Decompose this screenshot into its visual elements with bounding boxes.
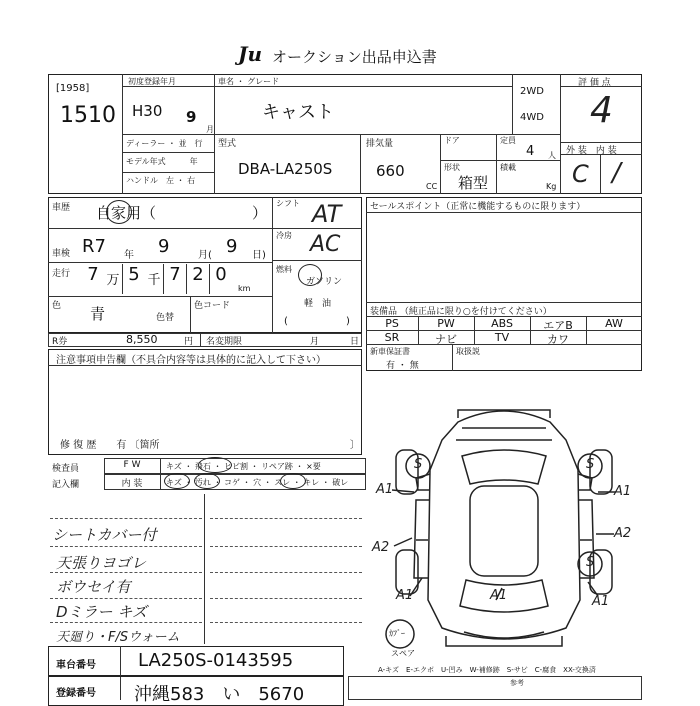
inspector-label: 検査員 — [52, 464, 80, 474]
equip-aw: AW — [605, 317, 623, 330]
sales-point-label: セールスポイント（正常に機能するものに限ります） — [370, 202, 586, 212]
stone-chip-circle — [198, 457, 232, 473]
model-year-label: モデル年式 年 — [126, 157, 198, 166]
car-name: キャスト — [262, 102, 334, 123]
dirt-circle — [194, 473, 220, 489]
fuel-value: ガソリン — [306, 277, 343, 287]
repair-close: 〕 — [350, 440, 360, 451]
color-label: 色 — [52, 301, 62, 311]
mileage-digit: 2 — [186, 264, 209, 294]
note-line: Dミラー キズ — [56, 603, 148, 621]
history-label: 車歴 — [52, 203, 71, 213]
warranty-options: 有 ・ 無 — [386, 361, 419, 371]
mileage-digit: 千 — [147, 273, 161, 288]
warranty-label: 新車保証書 — [370, 347, 410, 356]
mark-a2-left: A2 — [372, 540, 390, 555]
chassis-label: 車台番号 — [56, 660, 96, 671]
note-line: 天張りヨゴレ — [56, 554, 147, 572]
interior-value: / — [612, 158, 621, 188]
inspection-era: R7 — [82, 236, 106, 257]
month-unit-2: 月( — [198, 250, 212, 261]
km-unit: km — [238, 284, 251, 293]
year-code: [1958] — [56, 83, 90, 94]
damage-legend: A-キズ E-エクボ U-凹み W-補修跡 S-サビ C-腐食 XX-交換済 — [378, 666, 596, 674]
kg-unit: Kg — [546, 182, 557, 191]
mark-s-front-left: S — [414, 457, 423, 472]
plate-value: 沖縄583 い 5670 — [134, 684, 305, 705]
chassis-value: LA250S-0143595 — [138, 650, 294, 671]
inspection-month: 9 — [158, 236, 170, 257]
ac-value: AC — [310, 232, 341, 257]
mileage-digit: 5 — [122, 264, 145, 294]
equip-pw: PW — [437, 317, 455, 330]
displacement-label: 排気量 — [366, 139, 394, 149]
diesel-label: 軽 油 — [304, 299, 332, 309]
plate-label: 登録番号 — [56, 688, 96, 699]
manual-label: 取扱説 — [456, 347, 480, 356]
reg-month: 9 — [186, 108, 197, 126]
fw-options: キズ ・ 飛石 ・ ヒビ割 ・ リペア跡 ・ ×要 — [166, 462, 321, 471]
ac-label: 冷房 — [276, 231, 292, 240]
exterior-value: C — [572, 160, 589, 188]
mark-a1-left: A1 — [376, 482, 394, 497]
drive-4wd: 4WD — [520, 112, 544, 123]
shape-label: 形状 — [444, 163, 460, 172]
capacity-value: 4 — [526, 144, 535, 159]
inspection-day: 9 — [226, 236, 238, 257]
history-circle — [106, 200, 132, 224]
equip-tv: TV — [494, 331, 510, 344]
r-ticket-value: 8,550 — [126, 333, 158, 346]
month-unit: 月 — [206, 125, 214, 134]
inspection-label: 車検 — [52, 249, 71, 259]
equip-navi: ナビ — [435, 333, 457, 346]
mark-a1-rear: A1 — [490, 588, 508, 603]
interior-label: 内 装 — [121, 479, 143, 489]
displacement-value: 660 — [376, 162, 405, 180]
era-year: H30 — [132, 102, 163, 120]
equipment-label: 装備品 （純正品に限り○を付けてください） — [370, 307, 552, 317]
car-diagram — [366, 400, 642, 660]
dealer-label: ディーラー ・ 並 行 — [126, 139, 203, 148]
fuel-label: 燃料 — [276, 265, 292, 274]
cc-unit: CC — [426, 182, 438, 191]
ju-logo: Ju — [238, 42, 263, 66]
mark-a1-rear-left: A1 — [396, 588, 414, 603]
color-code-label: 色コード — [194, 301, 231, 311]
mileage-label: 走行 — [52, 269, 71, 279]
mileage-digit: 7 — [87, 264, 99, 285]
color-change-label: 色替 — [156, 313, 175, 323]
handle-label: ハンドル 左 ・ 右 — [126, 176, 196, 185]
mileage-digits — [82, 264, 232, 294]
fuel-circle — [298, 264, 322, 286]
door-label: ドア — [444, 136, 460, 145]
score-label: 評 価 点 — [578, 78, 611, 88]
mark-a1-rear-right: A1 — [592, 594, 610, 609]
spare-circle-text: ｶﾌﾞｰ — [389, 629, 405, 638]
type-label: 型式 — [218, 139, 237, 149]
note-line: シートカバー付 — [52, 526, 157, 544]
mileage-digit: 7 — [163, 264, 186, 294]
paren-close: ) — [346, 316, 350, 327]
legend-ref: 参考 — [510, 679, 524, 687]
shift-label: シフト — [276, 199, 300, 208]
drive-2wd: 2WD — [520, 86, 544, 97]
ext-int-label: 外 装 内 装 — [566, 146, 617, 156]
payload-label: 積載 — [500, 163, 516, 172]
mark-s-rear-right: S — [586, 555, 595, 570]
fw-label: F W — [123, 460, 141, 470]
mark-a1-right: A1 — [614, 484, 632, 499]
month-label: 月 — [310, 337, 320, 347]
paren-open: ( — [284, 316, 288, 327]
equip-ps: PS — [385, 317, 399, 330]
int-options: キズ ・ 汚れ ・ コゲ ・ 穴 ・ スレ ・ キレ ・ 破レ — [166, 478, 349, 487]
person-unit: 人 — [548, 151, 556, 160]
mileage-digit: 万 — [106, 273, 120, 288]
score-value: 4 — [590, 90, 613, 131]
footer-small-box — [348, 676, 642, 700]
equip-abs: ABS — [491, 317, 513, 330]
mileage-digit: 0 — [209, 264, 232, 294]
first-reg-label: 初度登録年月 — [128, 77, 176, 86]
caution-label: 注意事項申告欄（不具合内容等は具体的に記入して下さい） — [56, 355, 326, 366]
equip-sr: SR — [384, 331, 400, 344]
yen-unit: 円 — [184, 337, 194, 347]
day-unit: 日) — [252, 250, 266, 261]
note-line: ボウセイ有 — [56, 578, 131, 596]
lot-number: 1510 — [60, 103, 116, 128]
shape-value: 箱型 — [458, 174, 489, 192]
scratch-circle — [164, 473, 190, 489]
model-code: DBA-LA250S — [238, 160, 333, 178]
entry-label: 記入欄 — [52, 480, 80, 490]
repair-label: 修 復 歴 有 〔箇所 — [60, 440, 160, 451]
history-value: 自家用（ — [96, 204, 157, 222]
color-value: 青 — [90, 305, 106, 323]
year-unit: 年 — [124, 250, 134, 261]
equip-airbag: エアB — [543, 319, 573, 332]
shift-value: AT — [312, 200, 342, 228]
day-label: 日 — [350, 337, 360, 347]
capacity-label: 定員 — [500, 136, 516, 145]
mark-s-front-right: S — [586, 457, 595, 472]
spare-label: スペア — [391, 649, 415, 658]
mark-a2-right: A2 — [614, 526, 632, 541]
name-change-label: 名変期限 — [206, 337, 243, 347]
history-close: ） — [252, 204, 268, 222]
name-grade-label: 車名 ・ グレード — [218, 77, 280, 86]
note-line: 天廻り・F/Sウォーム — [56, 630, 180, 645]
form-title: オークション出品申込書 — [272, 48, 437, 66]
r-ticket-label: R券 — [52, 337, 68, 347]
rub-circle — [280, 473, 306, 489]
equip-leather: カワ — [547, 333, 569, 346]
